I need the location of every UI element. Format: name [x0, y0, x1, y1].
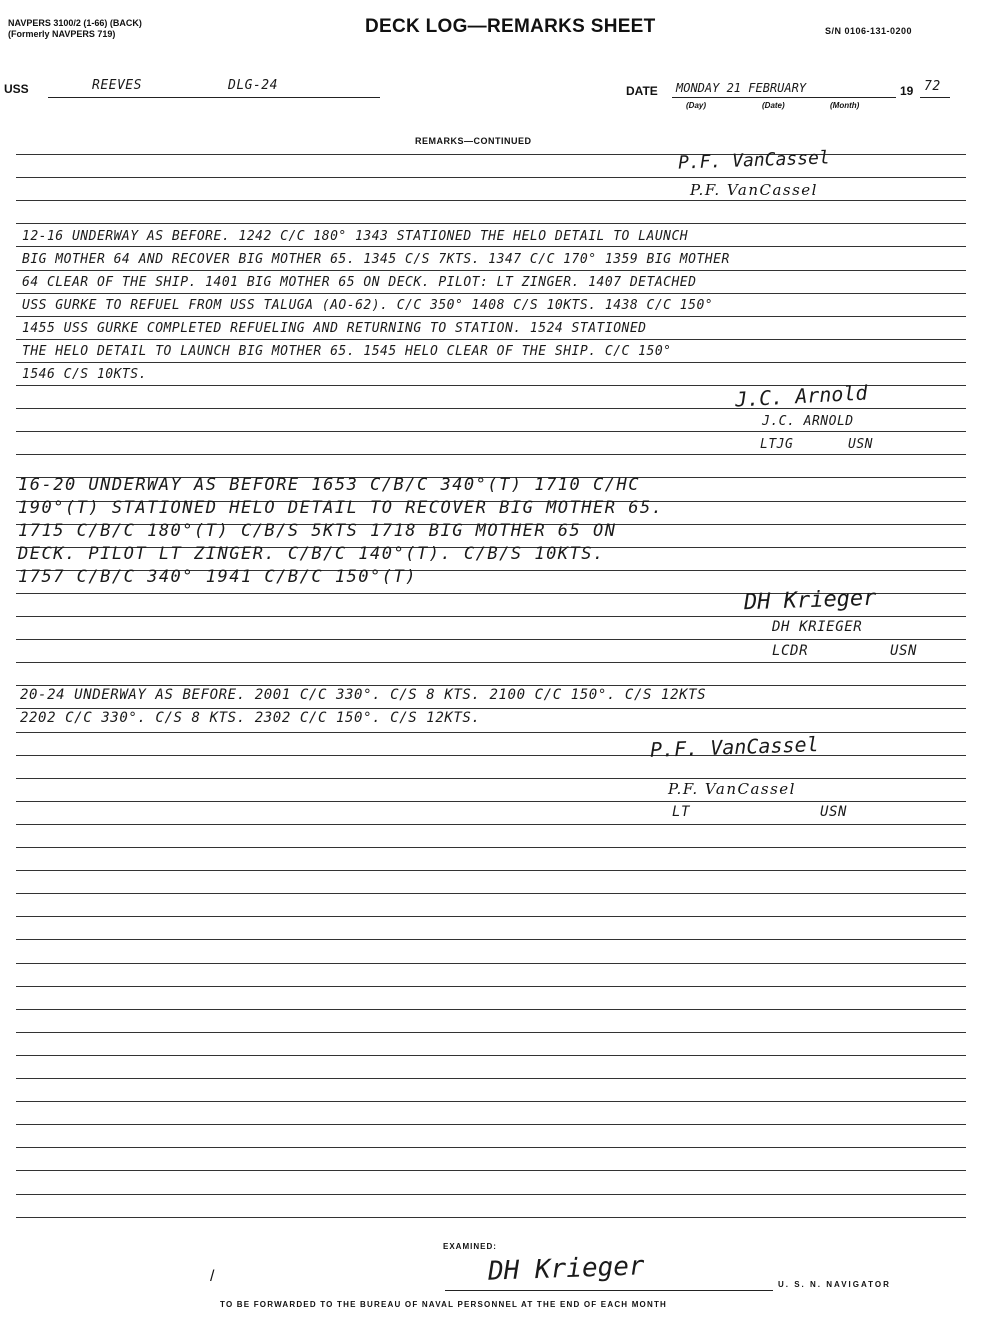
entry-line: BIG MOTHER 64 AND RECOVER BIG MOTHER 65. 1345 C/S 7KTS. 1347 C/C 170° 1359 BIG MOTHER	[22, 252, 730, 267]
form-id-line1: NAVPERS 3100/2 (1-66) (BACK)	[8, 18, 142, 28]
uss-label: USS	[4, 82, 29, 96]
watch-12-16-officer-rank: LTJG	[760, 437, 794, 452]
form-id	[8, 18, 142, 40]
watch-12-16-officer-name: J.C. ARNOLD	[762, 414, 854, 429]
ruled-line	[16, 362, 966, 363]
ruled-line	[16, 616, 966, 617]
ruled-line	[16, 801, 966, 802]
ruled-line	[16, 778, 966, 779]
watch-16-20-officer-name: DH KRIEGER	[772, 619, 863, 635]
examined-label: EXAMINED:	[443, 1242, 497, 1251]
footer-instructions: TO BE FORWARDED TO THE BUREAU OF NAVAL PERSONNEL AT THE END OF EACH MONTH	[220, 1300, 668, 1309]
examiner-signature: DH Krieger	[487, 1251, 646, 1287]
entry-line: 12-16 UNDERWAY AS BEFORE. 1242 C/C 180° 1343 STATIONED THE HELO DETAIL TO LAUNCH	[22, 229, 689, 244]
entry-line: THE HELO DETAIL TO LAUNCH BIG MOTHER 65. 1545 HELO CLEAR OF THE SHIP. C/C 150°	[22, 344, 672, 359]
navigator-label: U. S. N. NAVIGATOR	[778, 1280, 891, 1289]
form-id-line2: (Formerly NAVPERS 719)	[8, 29, 116, 39]
ruled-line	[16, 1009, 966, 1010]
examined-underline	[445, 1290, 773, 1291]
ruled-line	[16, 685, 966, 686]
year-value: 72	[924, 79, 941, 94]
ruled-line	[16, 939, 966, 940]
ship-name: REEVES	[92, 78, 142, 93]
ruled-line	[16, 893, 966, 894]
ruled-line	[16, 963, 966, 964]
watch-20-24-officer-rank: LT	[672, 804, 691, 820]
entry-line: 190°(T) STATIONED HELO DETAIL TO RECOVER BIG MOTHER 65.	[18, 498, 664, 518]
ruled-line	[16, 639, 966, 640]
ruled-line	[16, 177, 966, 178]
watch-16-20-officer-rank: LCDR	[772, 643, 809, 659]
ruled-line	[16, 1055, 966, 1056]
ruled-line	[16, 1078, 966, 1079]
carryover-name: P.F. VanCassel	[690, 181, 818, 199]
watch-12-16-officer-service: USN	[848, 437, 873, 452]
entry-line: 2202 C/C 330°. C/S 8 KTS. 2302 C/C 150°. C/S 12KTS.	[20, 710, 481, 726]
serial-number: S/N 0106-131-0200	[825, 26, 913, 36]
ruled-line	[16, 270, 966, 271]
ruled-line	[16, 732, 966, 733]
ruled-line	[16, 246, 966, 247]
entry-line: 20-24 UNDERWAY AS BEFORE. 2001 C/C 330°. C/S 8 KTS. 2100 C/C 150°. C/S 12KTS	[20, 687, 707, 703]
page-title: DECK LOG—REMARKS SHEET	[365, 16, 656, 37]
ruled-line	[16, 1194, 966, 1195]
entry-line: 1455 USS GURKE COMPLETED REFUELING AND RETURNING TO STATION. 1524 STATIONED	[22, 321, 647, 336]
ruled-line	[16, 916, 966, 917]
entry-line: 16-20 UNDERWAY AS BEFORE 1653 C/B/C 340°(T) 1710 C/HC	[18, 475, 640, 495]
ruled-line	[16, 408, 966, 409]
ruled-line	[16, 316, 966, 317]
ruled-line	[16, 755, 966, 756]
ruled-line	[16, 1101, 966, 1102]
ruled-line	[16, 339, 966, 340]
ruled-line	[16, 662, 966, 663]
entry-line: 64 CLEAR OF THE SHIP. 1401 BIG MOTHER 65 ON DECK. PILOT: LT ZINGER. 1407 DETACHED	[22, 275, 697, 290]
ruled-line	[16, 1217, 966, 1218]
ruled-line	[16, 986, 966, 987]
watch-16-20-signature: DH Krieger	[743, 585, 877, 616]
remarks-header: REMARKS—CONTINUED	[415, 136, 532, 146]
carryover-signature: P.F. VanCassel	[677, 147, 831, 174]
hull-number: DLG-24	[228, 78, 278, 93]
stray-mark: /	[210, 1268, 215, 1285]
entry-line: USS GURKE TO REFUEL FROM USS TALUGA (AO-62). C/C 350° 1408 C/S 10KTS. 1438 C/C 150°	[22, 298, 714, 313]
ruled-line	[16, 1124, 966, 1125]
entry-line: 1546 C/S 10KTS.	[22, 367, 147, 382]
watch-20-24-officer-name: P.F. VanCassel	[668, 780, 796, 798]
watch-12-16-signature: J.C. Arnold	[734, 380, 868, 412]
watch-20-24-officer-service: USN	[820, 804, 848, 820]
date-value: MONDAY 21 FEBRUARY	[676, 81, 807, 95]
watch-16-20-officer-service: USN	[890, 643, 918, 659]
ruled-line	[16, 1147, 966, 1148]
ruled-line	[16, 293, 966, 294]
year-prefix: 19	[900, 84, 914, 98]
ruled-line	[16, 870, 966, 871]
ruled-line	[16, 454, 966, 455]
ruled-line	[16, 223, 966, 224]
ruled-line	[16, 1032, 966, 1033]
entry-line: DECK. PILOT LT ZINGER. C/B/C 140°(T). C/B/S 10KTS.	[18, 544, 605, 564]
entry-line: 1757 C/B/C 340° 1941 C/B/C 150°(T)	[18, 567, 417, 587]
ruled-line	[16, 1170, 966, 1171]
date-underline	[672, 97, 896, 98]
ruled-line	[16, 847, 966, 848]
ruled-line	[16, 431, 966, 432]
year-underline	[920, 97, 950, 98]
ruled-line	[16, 200, 966, 201]
date-sub-label: (Date)	[762, 101, 785, 110]
watch-20-24-signature: P.F. VanCassel	[649, 732, 819, 762]
ruled-line	[16, 824, 966, 825]
month-sub-label: (Month)	[830, 101, 860, 110]
uss-underline	[48, 97, 380, 98]
day-sub-label: (Day)	[686, 101, 707, 110]
date-label: DATE	[626, 84, 658, 98]
ruled-line	[16, 708, 966, 709]
entry-line: 1715 C/B/C 180°(T) C/B/S 5KTS 1718 BIG MOTHER 65 ON	[18, 521, 617, 541]
